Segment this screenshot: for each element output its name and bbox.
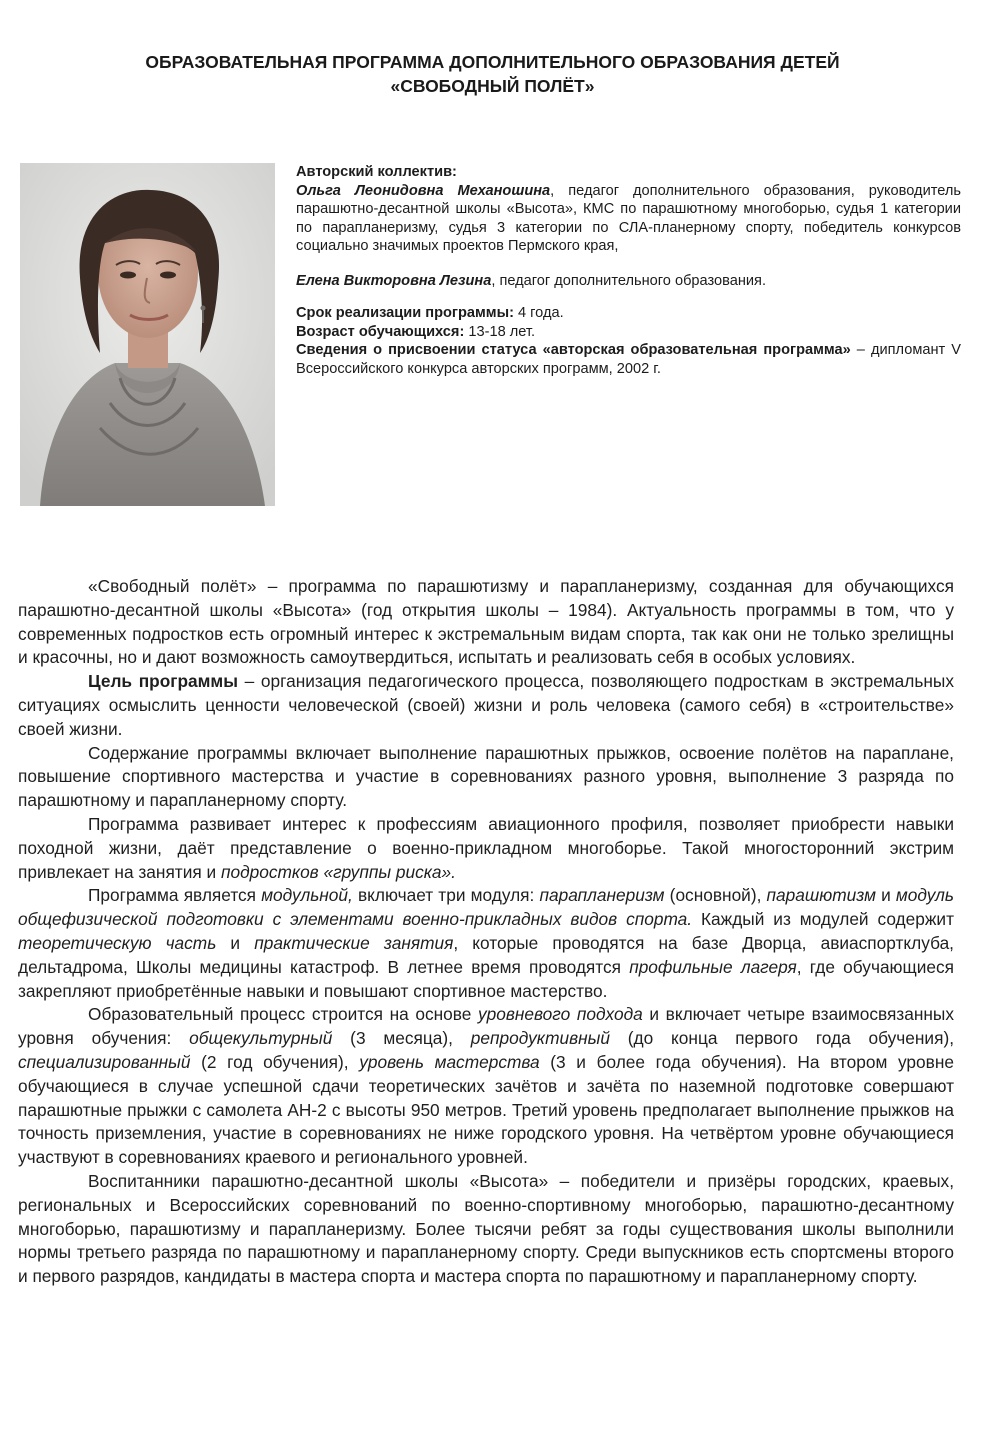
- author-1: [296, 182, 961, 256]
- p6-text-b: и включает четыре взаимосвязанных уровня обучения:: [18, 1004, 954, 1049]
- paragraph-4: [18, 813, 954, 884]
- p6-italic-3: репродуктивный: [470, 1028, 610, 1049]
- program-status: [296, 341, 961, 378]
- p5-italic-6: практические занятия: [254, 932, 454, 953]
- p5-italic-3: парашютизм: [766, 885, 876, 906]
- paragraph-1: «Свободный полёт» – программа по парашютизму и парапланеризму, созданная для обучающихся парашютно-десантной школы «Высота» (год открытия школы – 1984). Актуальность программы в том, что у современных подростков есть огромный интерес к экстремальным видам спорта, так как они не только зрелищны и красочны, но и дают возможность самоутвердиться, испытать и реализовать себя в особых условиях.: [18, 576, 954, 668]
- p5-text-c: (основной),: [664, 885, 767, 906]
- p6-text-d: (до конца первого года обучения),: [609, 1028, 954, 1049]
- goal-text: – организация педагогического процесса, позволяющего подросткам в экстремальных ситуациях осмыслить ценности человеческой (своей) жизни и роль человека (самого себя) в «строительстве» своей жизни.: [18, 671, 954, 739]
- p5-text-e: Каждый из модулей содержит: [692, 909, 954, 930]
- age-value: 13-18 лет.: [464, 323, 536, 340]
- p6-text-f: (3 и более года обучения). На втором уровне обучающиеся в случае успешной сдачи теоретических зачётов и зачёта по наземной подготовке совершают парашютные прыжки с самолета АН-2 с высоты 950 метров. Третий уровень предполагает выполнение прыжков на точность приземления, участие в соревнованиях не ниже городского уровня. На четвёртом уровне обучающиеся участвуют в соревнованиях краевого и регионального уровней.: [18, 1051, 954, 1168]
- term-label: Срок реализации программы:: [296, 305, 514, 321]
- p4-italic: подростков «группы риска».: [220, 861, 456, 882]
- goal-label: Цель программы: [88, 671, 238, 692]
- p5-italic-1: модульной,: [261, 885, 353, 906]
- portrait-image: [20, 163, 275, 506]
- author-2: [296, 272, 961, 291]
- p5-text-h: , где обучающиеся закрепляют приобретённые навыки и повышают спортивное мастерство.: [18, 956, 954, 1001]
- paragraph-5: [18, 884, 954, 1003]
- p6-italic-2: общекультурный: [189, 1028, 333, 1049]
- author-1-description: , педагог дополнительного образования, руководитель парашютно-десантной школы «Высота», КМС по парашютному многоборью, судья 1 категории по парапланеризму, судья 3 категории по СЛА-планерному спорту, победитель конкурсов социально значимых проектов Пермского края,: [296, 182, 961, 254]
- paragraph-3: Содержание программы включает выполнение парашютных прыжков, освоение полётов на параплане, повышение спортивного мастерства и участие в соревнованиях разного уровня, выполнение 3 разряда по парашютному и парапланерному спорту.: [18, 742, 954, 811]
- author-2-name: Елена Викторовна Лезина: [296, 272, 492, 289]
- paragraph-6: [18, 1003, 954, 1170]
- title-line-2: «СВОБОДНЫЙ ПОЛЁТ»: [390, 76, 595, 96]
- program-term: [296, 304, 961, 323]
- p6-text-a: Образовательный процесс строится на основе: [88, 1004, 479, 1025]
- author-1-name: Ольга Леонидовна Механошина: [296, 182, 551, 199]
- p6-text-c: (3 месяца),: [332, 1028, 471, 1049]
- p5-italic-2: парапланеризм: [539, 885, 665, 906]
- p6-text-e: (2 год обучения),: [190, 1051, 360, 1072]
- document-title: [40, 50, 945, 98]
- p5-text-f: и: [216, 932, 255, 953]
- program-description: [18, 575, 954, 1289]
- p6-italic-5: уровень мастерства: [359, 1051, 540, 1072]
- p5-italic-5: теоретическую часть: [18, 932, 217, 953]
- paragraph-2: [18, 670, 954, 741]
- p5-text-d: и: [875, 885, 896, 906]
- paragraph-7: Воспитанники парашютно-десантной школы «Высота» – победители и призёры городских, краевых, региональных и Всероссийских соревнований по военно-спортивному многоборью, парашютно-десантному многоборью, парашютизму и парапланеризму. Более тысячи ребят за годы существования школы выполнили нормы третьего разряда по парашютному и парапланерному спорту. Среди выпускников есть спортсмены второго и первого разрядов, кандидаты в мастера спорта и мастера спорта по парашютному и парапланерному спорту.: [18, 1170, 954, 1287]
- author-photo: [20, 163, 275, 506]
- p5-italic-7: профильные лагеря: [629, 956, 797, 977]
- p6-italic-4: специализированный: [18, 1051, 191, 1072]
- author-info: [296, 163, 961, 378]
- authors-heading: Авторский коллектив:: [296, 164, 457, 180]
- p4-text: Программа развивает интерес к профессиям авиационного профиля, позволяет приобрести навыки походной жизни, даёт представление о военно-прикладном многоборье. Такой многосторонний экстрим привлекает на занятия и: [18, 813, 954, 882]
- p5-text-g: , которые проводятся на базе Дворца, авиаспортклуба, дельтадрома, Школы медицины катастроф. В летнее время проводятся: [18, 932, 954, 977]
- student-age: [296, 323, 961, 342]
- status-value: – дипломант V Всероссийского конкурса авторских программ, 2002 г.: [296, 342, 961, 377]
- p5-text-b: включает три модуля:: [352, 885, 540, 906]
- age-label: Возраст обучающихся:: [296, 323, 465, 340]
- p5-italic-4: модуль общефизической подготовки с элементами военно-прикладных видов спорта.: [18, 885, 954, 930]
- p6-italic-1: уровневого подхода: [478, 1004, 643, 1025]
- author-2-description: , педагог дополнительного образования.: [491, 272, 767, 289]
- status-label: Сведения о присвоении статуса «авторская образовательная программа»: [296, 342, 851, 358]
- p5-text-a: Программа является: [88, 885, 262, 906]
- title-line-1: ОБРАЗОВАТЕЛЬНАЯ ПРОГРАММА ДОПОЛНИТЕЛЬНОГО ОБРАЗОВАНИЯ ДЕТЕЙ: [145, 52, 840, 72]
- term-value: 4 года.: [513, 305, 564, 321]
